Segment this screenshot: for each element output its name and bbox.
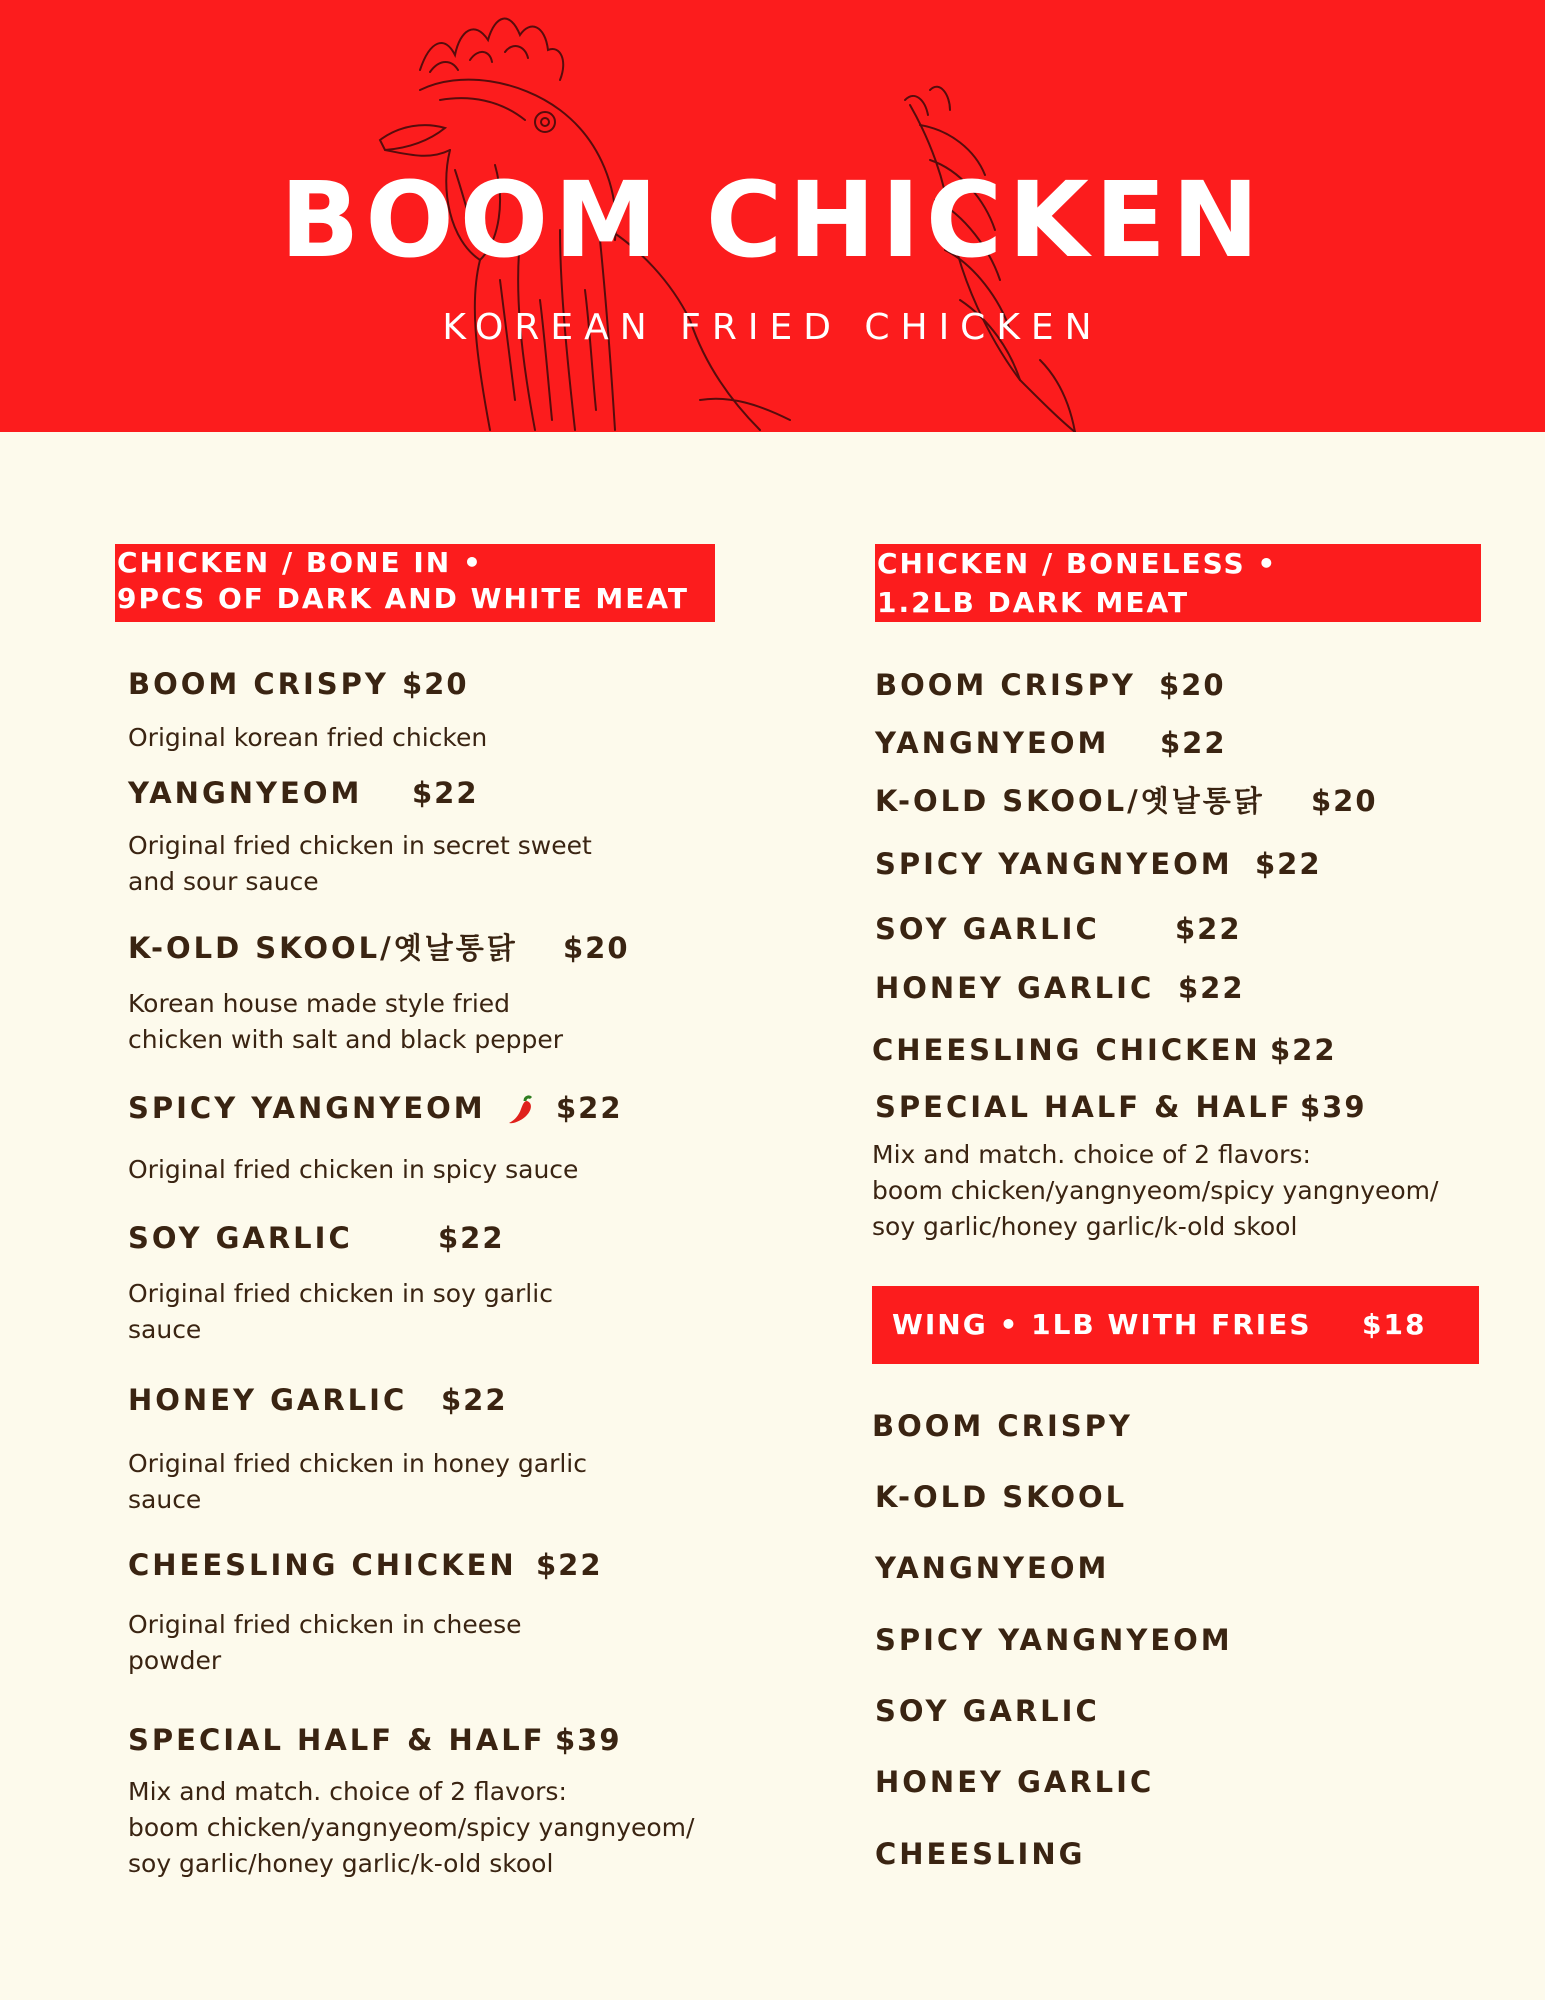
wing-flavor: SPICY YANGNYEOM [875,1623,1233,1657]
boneless-item-name: CHEESLING CHICKEN [872,1033,1261,1067]
bone-in-item-desc: sauce [128,1485,202,1514]
boneless-special-desc: boom chicken/yangnyeom/spicy yangnyeom/ [872,1176,1439,1205]
wing-flavor: YANGNYEOM [875,1551,1110,1585]
bone-in-item-desc: Original fried chicken in secret sweet [128,831,592,860]
bone-in-item-price: $22 [556,1091,623,1125]
bone-in-item-desc: Original fried chicken in soy garlic [128,1279,553,1308]
bone-in-item-price: $22 [412,776,479,810]
bone-in-item-price: $22 [441,1383,508,1417]
boneless-item-price: $22 [1175,912,1242,946]
boneless-item-price: $39 [1300,1090,1367,1124]
boneless-special-desc: Mix and match. choice of 2 flavors: [872,1140,1311,1169]
bone-in-item-desc: boom chicken/yangnyeom/spicy yangnyeom/ [128,1813,695,1842]
bone-in-item-desc: Original fried chicken in spicy sauce [128,1155,579,1184]
wing-flavor: CHEESLING [875,1837,1086,1871]
bone-in-banner [115,544,715,622]
wing-banner [872,1286,1479,1364]
boneless-item-price: $22 [1255,847,1322,881]
wing-banner-price: $18 [1362,1308,1427,1341]
boneless-banner [875,544,1481,622]
boneless-item-name: BOOM CRISPY [875,668,1136,702]
bone-in-item-name: YANGNYEOM [128,776,363,810]
bone-in-item-desc: Original korean fried chicken [128,723,488,752]
boneless-item-price: $20 [1311,784,1378,818]
bone-in-item-name [128,1090,539,1127]
wing-flavor: HONEY GARLIC [875,1765,1155,1799]
boneless-item-price: $22 [1270,1033,1337,1067]
bone-in-item-desc: powder [128,1646,222,1675]
bone-in-item-name: HONEY GARLIC [128,1383,408,1417]
bone-in-item-desc: Korean house made style fried [128,989,511,1018]
boneless-banner-line1: CHICKEN / BONELESS • [877,547,1278,580]
chili-pepper-icon [505,1093,539,1127]
bone-in-item-price: $39 [555,1723,622,1757]
wing-flavor: SOY GARLIC [875,1694,1100,1728]
boneless-item-price: $22 [1178,971,1245,1005]
wing-flavor: BOOM CRISPY [872,1409,1133,1443]
bone-in-item-price: $22 [438,1221,505,1255]
bone-in-item-desc: Original fried chicken in honey garlic [128,1449,587,1478]
bone-in-banner-line2: 9PCS OF DARK AND WHITE MEAT [117,582,689,615]
bone-in-item-desc: chicken with salt and black pepper [128,1025,563,1054]
bone-in-item-name: K-OLD SKOOL/옛날통닭 [128,931,518,965]
bone-in-item-desc: soy garlic/honey garlic/k-old skool [128,1849,554,1878]
boneless-item-name: SPECIAL HALF & HALF [875,1090,1293,1124]
wing-banner-label: WING • 1LB WITH FRIES [892,1308,1312,1341]
bone-in-item-desc: Original fried chicken in cheese [128,1610,522,1639]
boneless-item-price: $22 [1160,726,1227,760]
wing-flavor: K-OLD SKOOL [875,1480,1128,1514]
bone-in-item-price: $20 [563,931,630,965]
boneless-item-name: YANGNYEOM [875,726,1110,760]
boneless-item-name: SPICY YANGNYEOM [875,847,1233,881]
bone-in-item-name-text: SPICY YANGNYEOM [128,1091,486,1125]
bone-in-item-price: $22 [536,1548,603,1582]
bone-in-item-price: $20 [402,667,469,701]
boneless-banner-line2: 1.2LB DARK MEAT [877,586,1190,619]
boneless-item-name: HONEY GARLIC [875,971,1155,1005]
boneless-special-desc: soy garlic/honey garlic/k-old skool [872,1212,1298,1241]
bone-in-item-name: SOY GARLIC [128,1221,353,1255]
bone-in-item-desc: Mix and match. choice of 2 flavors: [128,1777,567,1806]
boneless-item-name: SOY GARLIC [875,912,1100,946]
bone-in-item-name: CHEESLING CHICKEN [128,1548,517,1582]
boneless-item-price: $20 [1159,668,1226,702]
bone-in-banner-line1: CHICKEN / BONE IN • [117,546,483,579]
bone-in-item-desc: sauce [128,1315,202,1344]
bone-in-item-name: BOOM CRISPY [128,667,389,701]
bone-in-item-name: SPECIAL HALF & HALF [128,1723,546,1757]
restaurant-title: BOOM CHICKEN [280,159,1265,281]
bone-in-item-desc: and sour sauce [128,867,319,896]
menu-header [0,0,1545,432]
boneless-item-name: K-OLD SKOOL/옛날통닭 [875,784,1265,818]
restaurant-subtitle: KOREAN FRIED CHICKEN [442,307,1103,348]
